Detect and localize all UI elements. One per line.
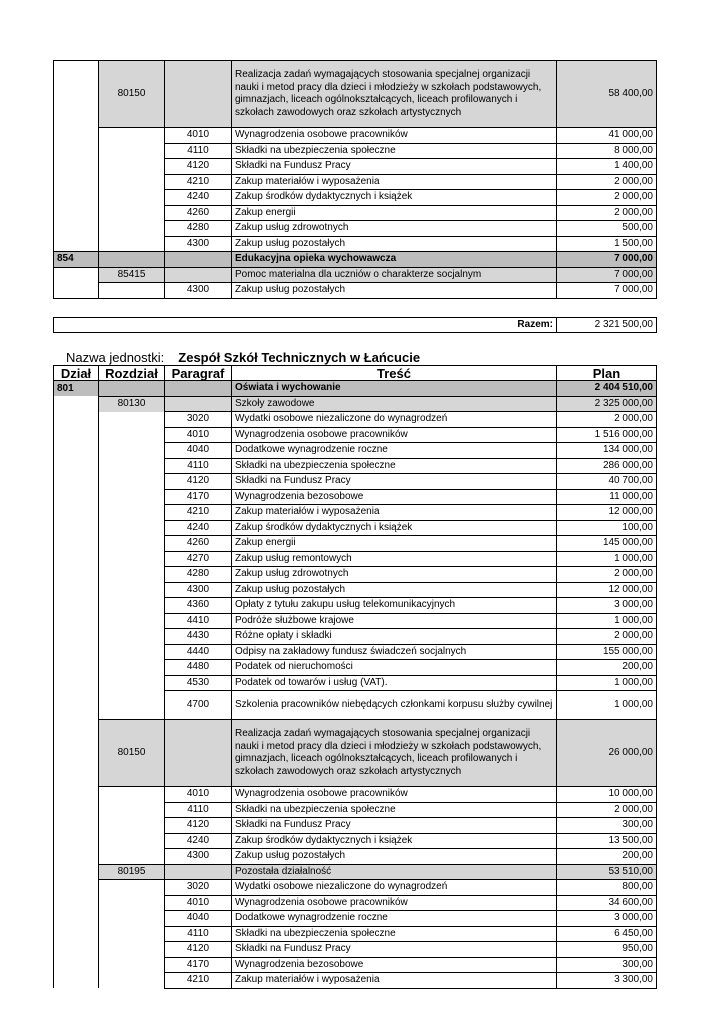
unit-heading [66, 350, 420, 365]
table-row: 4300 Zakup usług pozostałych 7 000,00 [54, 283, 657, 299]
paragraf-code: 4120 [165, 818, 232, 834]
row-amount: 145 000,00 [557, 536, 657, 552]
table-header [54, 366, 657, 381]
table-row [54, 520, 657, 536]
table-row: 4260 Zakup energii 2 000,00 [54, 205, 657, 221]
table-row [54, 973, 657, 989]
paragraf-code: 3020 [165, 880, 232, 896]
table-row [54, 567, 657, 583]
rozdzial-row [54, 720, 657, 787]
rozdzial-title: Pomoc materialna dla uczniów o charakterze socjalnym [232, 267, 557, 283]
table-row [54, 427, 657, 443]
row-amount: 2 000,00 [557, 412, 657, 428]
table-row [54, 849, 657, 865]
row-amount: 134 000,00 [557, 443, 657, 459]
row-amount: 34 600,00 [557, 895, 657, 911]
table-row [54, 629, 657, 645]
table-row [54, 833, 657, 849]
row-description: Zakup środków dydaktycznych i książek [232, 520, 557, 536]
paragraf-code: 4480 [165, 660, 232, 676]
rozdzial-title: Szkoły zawodowe [232, 396, 557, 412]
row-description: Dodatkowe wynagrodzenie roczne [232, 443, 557, 459]
row-description: Zakup usług remontowych [232, 551, 557, 567]
row-amount: 2 000,00 [557, 629, 657, 645]
row-amount: 200,00 [557, 660, 657, 676]
row-amount: 1 000,00 [557, 613, 657, 629]
paragraf-code: 3020 [165, 412, 232, 428]
row-description: Składki na Fundusz Pracy [232, 942, 557, 958]
header-paragraf: Paragraf [165, 366, 232, 381]
row-description: Wydatki osobowe niezaliczone do wynagrodzeń [232, 880, 557, 896]
row-amount: 12 000,00 [557, 582, 657, 598]
paragraf-code: 4010 [165, 787, 232, 803]
row-description: Podatek od towarów i usług (VAT). [232, 675, 557, 691]
table-row [54, 505, 657, 521]
table-row [54, 818, 657, 834]
row-amount: 11 000,00 [557, 489, 657, 505]
row-amount: 3 000,00 [557, 598, 657, 614]
table-row [54, 880, 657, 896]
table-row [54, 787, 657, 803]
paragraf-code: 4110 [165, 802, 232, 818]
row-amount: 100,00 [557, 520, 657, 536]
paragraf-code: 4210 [165, 505, 232, 521]
row-description: Składki na Fundusz Pracy [232, 818, 557, 834]
paragraf-code: 4280 [165, 567, 232, 583]
dzial-code: 801 [54, 381, 99, 397]
table-row: 4110 Składki na ubezpieczenia społeczne 8 000,00 [54, 143, 657, 159]
table-row [54, 926, 657, 942]
dzial-row [54, 381, 657, 397]
table-row [54, 675, 657, 691]
rozdzial-row [54, 396, 657, 412]
row-amount: 800,00 [557, 880, 657, 896]
row-description: Zakup usług zdrowotnych [232, 567, 557, 583]
paragraf-code: 4260 [165, 536, 232, 552]
header-rozdzial: Rozdział [99, 366, 165, 381]
table-row: 4010 Wynagrodzenia osobowe pracowników 41 000,00 [54, 128, 657, 144]
row-description: Wynagrodzenia bezosobowe [232, 489, 557, 505]
paragraf-code: 4530 [165, 675, 232, 691]
unit-label: Nazwa jednostki: [66, 350, 165, 365]
rozdzial-code: 80130 [99, 396, 165, 412]
table-row [54, 443, 657, 459]
row-description: Zakup materiałów i wyposażenia [232, 505, 557, 521]
row-amount: 10 000,00 [557, 787, 657, 803]
row-amount: 12 000,00 [557, 505, 657, 521]
row-amount: 300,00 [557, 818, 657, 834]
row-description: Wynagrodzenia bezosobowe [232, 957, 557, 973]
table-row: 4210 Zakup materiałów i wyposażenia 2 000,00 [54, 174, 657, 190]
row-amount: 13 500,00 [557, 833, 657, 849]
rozdzial-amount: 2 325 000,00 [557, 396, 657, 412]
table-row: 4700 Szkolenia pracowników niebędących członkami korpusu służby cywilnej 1 000,00 [54, 691, 657, 720]
table-row [54, 613, 657, 629]
table-row: 4120 Składki na Fundusz Pracy 1 400,00 [54, 159, 657, 175]
row-description: Zakup materiałów i wyposażenia [232, 973, 557, 989]
rozdzial-code: 80195 [99, 864, 165, 880]
rozdzial-title: Pozostała działalność [232, 864, 557, 880]
row-description: Wynagrodzenia osobowe pracowników [232, 895, 557, 911]
table-row [54, 957, 657, 973]
row-description: Wynagrodzenia osobowe pracowników [232, 787, 557, 803]
paragraf-code: 4120 [165, 474, 232, 490]
paragraf-code: 4210 [165, 973, 232, 989]
dzial-amount: 7 000,00 [557, 252, 657, 268]
row-description: Podatek od nieruchomości [232, 660, 557, 676]
paragraf-code: 4240 [165, 833, 232, 849]
row-amount: 2 000,00 [557, 802, 657, 818]
row-description: Zakup środków dydaktycznych i książek [232, 833, 557, 849]
rozdzial-code: 80150 [99, 61, 165, 128]
table-row: 4240 Zakup środków dydaktycznych i książek 2 000,00 [54, 190, 657, 206]
row-description: Opłaty z tytułu zakupu usług telekomunikacyjnych [232, 598, 557, 614]
row-amount: 1 516 000,00 [557, 427, 657, 443]
table-row [54, 644, 657, 660]
row-description: Podróże służbowe krajowe [232, 613, 557, 629]
table-row [54, 582, 657, 598]
row-amount: 155 000,00 [557, 644, 657, 660]
table-row [54, 802, 657, 818]
table-row [54, 458, 657, 474]
paragraf-code: 4010 [165, 427, 232, 443]
row-description: Składki na Fundusz Pracy [232, 474, 557, 490]
paragraf-code: 4170 [165, 957, 232, 973]
rozdzial-amount: 26 000,00 [557, 720, 657, 787]
table-row: 4280 Zakup usług zdrowotnych 500,00 [54, 221, 657, 237]
rozdzial-row [54, 267, 657, 283]
header-dzial: Dział [54, 366, 99, 381]
paragraf-code: 4440 [165, 644, 232, 660]
table-row [54, 895, 657, 911]
paragraf-code: 4430 [165, 629, 232, 645]
unit-name: Zespół Szkół Technicznych w Łańcucie [178, 350, 421, 365]
table-row [54, 911, 657, 927]
budget-table [53, 365, 657, 989]
paragraf-code: 4170 [165, 489, 232, 505]
rozdzial-amount: 7 000,00 [557, 267, 657, 283]
row-description: Zakup usług pozostałych [232, 849, 557, 865]
paragraf-code: 4360 [165, 598, 232, 614]
dzial-amount: 2 404 510,00 [557, 381, 657, 397]
paragraf-code: 4040 [165, 911, 232, 927]
row-description: Składki na ubezpieczenia społeczne [232, 926, 557, 942]
row-description: Wydatki osobowe niezaliczone do wynagrodzeń [232, 412, 557, 428]
table-row [54, 942, 657, 958]
row-amount: 3 300,00 [557, 973, 657, 989]
rozdzial-row [54, 61, 657, 128]
total-label: Razem: [54, 318, 557, 333]
dzial-title: Oświata i wychowanie [232, 381, 557, 397]
table-row [54, 474, 657, 490]
paragraf-code: 4270 [165, 551, 232, 567]
paragraf-code: 4300 [165, 582, 232, 598]
table-row [54, 551, 657, 567]
table-row: 4300 Zakup usług pozostałych 1 500,00 [54, 236, 657, 252]
table-row [54, 660, 657, 676]
table-row [54, 536, 657, 552]
row-description: Składki na ubezpieczenia społeczne [232, 802, 557, 818]
row-description: Zakup usług pozostałych [232, 582, 557, 598]
paragraf-code: 4110 [165, 458, 232, 474]
rozdzial-amount: 53 510,00 [557, 864, 657, 880]
row-description: Wynagrodzenia osobowe pracowników [232, 427, 557, 443]
paragraf-code: 4300 [165, 849, 232, 865]
rozdzial-code: 85415 [99, 267, 165, 283]
paragraf-code: 4110 [165, 926, 232, 942]
row-amount: 200,00 [557, 849, 657, 865]
rozdzial-code: 80150 [99, 720, 165, 787]
row-amount: 3 000,00 [557, 911, 657, 927]
total-row [53, 317, 657, 333]
dzial-code: 854 [54, 252, 99, 268]
budget-table-continuation [53, 60, 657, 299]
header-tresc: Treść [232, 366, 557, 381]
row-description: Różne opłaty i składki [232, 629, 557, 645]
rozdzial-title: Realizacja zadań wymagających stosowania specjalnej organizacji nauki i metod pracy dla dzieci i młodzieży w szkołach podstawowych, gimnazjach, liceach ogólnokształcących, liceach profilowanych i szkołach zawodowych oraz szkołach artystycznych [232, 61, 557, 128]
table-row [54, 412, 657, 428]
rozdzial-row [54, 864, 657, 880]
row-amount: 950,00 [557, 942, 657, 958]
rozdzial-amount: 58 400,00 [557, 61, 657, 128]
row-amount: 6 450,00 [557, 926, 657, 942]
dzial-row [54, 252, 657, 268]
row-description: Składki na ubezpieczenia społeczne [232, 458, 557, 474]
table-row [54, 598, 657, 614]
row-description: Dodatkowe wynagrodzenie roczne [232, 911, 557, 927]
row-amount: 1 000,00 [557, 675, 657, 691]
paragraf-code: 4240 [165, 520, 232, 536]
row-amount: 1 000,00 [557, 551, 657, 567]
header-plan: Plan [557, 366, 657, 381]
row-amount: 300,00 [557, 957, 657, 973]
dzial-title: Edukacyjna opieka wychowawcza [232, 252, 557, 268]
paragraf-code: 4010 [165, 895, 232, 911]
paragraf-code: 4410 [165, 613, 232, 629]
rozdzial-title: Realizacja zadań wymagających stosowania specjalnej organizacji nauki i metod pracy dla dzieci i młodzieży w szkołach podstawowych, gimnazjach, liceach ogólnokształcących, liceach profilowanych i szkołach zawodowych oraz szkołach artystycznych [232, 720, 557, 787]
paragraf-code: 4120 [165, 942, 232, 958]
row-amount: 40 700,00 [557, 474, 657, 490]
row-description: Odpisy na zakładowy fundusz świadczeń socjalnych [232, 644, 557, 660]
row-amount: 286 000,00 [557, 458, 657, 474]
row-description: Zakup energii [232, 536, 557, 552]
total-amount: 2 321 500,00 [557, 318, 657, 333]
row-amount: 2 000,00 [557, 567, 657, 583]
paragraf-code: 4040 [165, 443, 232, 459]
table-row [54, 489, 657, 505]
